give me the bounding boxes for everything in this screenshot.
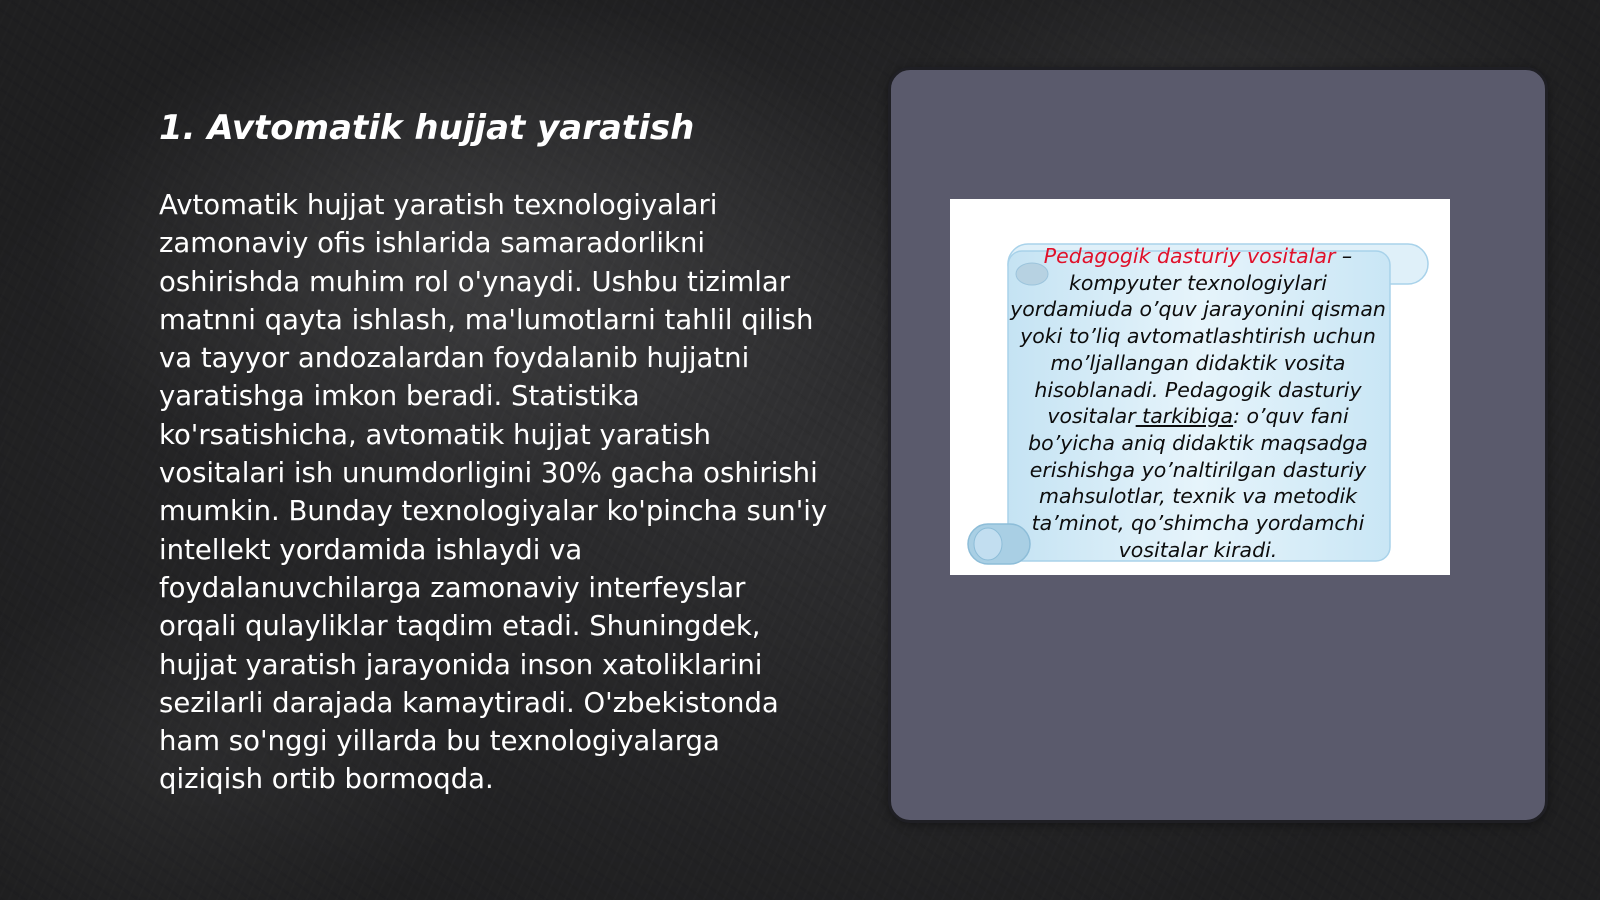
slide-heading: 1. Avtomatik hujjat yaratish bbox=[159, 108, 695, 148]
definition-image bbox=[950, 199, 1450, 575]
definition-text-part1: – kompyuter texnologiylari yordamiuda o’quv jarayonini qisman yoki to’liq avtomatlashtirish uchun mo’ljallangan didaktik vosita hisoblanadi. Pedagogik dasturiy vositalar bbox=[1010, 244, 1386, 429]
definition-term: Pedagogik dasturiy vositalar bbox=[1043, 244, 1336, 268]
scroll-definition-text bbox=[1006, 243, 1390, 563]
definition-underlined-word: tarkibiga bbox=[1135, 404, 1234, 429]
definition-text-part2: : o’quv fani bo’yicha aniq didaktik maqsadga erishishga yo’naltirilgan dasturiy mahsulotlar, texnik va metodik ta’minot, qo’shimcha yordamchi vositalar kiradi. bbox=[1028, 404, 1368, 562]
slide-body-text: Avtomatik hujjat yaratish texnologiyalari zamonaviy ofis ishlarida samaradorlikni oshirishda muhim rol o'ynaydi. Ushbu tizimlar matnni qayta ishlash, ma'lumotlarni tahlil qilish va tayyor andozalardan foydalanib hujjatni yaratishga imkon beradi. Statistika ko'rsatishicha, avtomatik hujjat yaratish vositalari ish unumdorligini 30% gacha oshirishi mumkin. Bunday texnologiyalar ko'pincha sun'iy intellekt yordamida ishlaydi va foydalanuvchilarga zamonaviy interfeyslar orqali qulayliklar taqdim etadi. Shuningdek, hujjat yaratish jarayonida inson xatoliklarini sezilarli darajada kamaytiradi. O'zbekistonda ham so'nggi yillarda bu texnologiyalarga qiziqish ortib bormoqda. bbox=[159, 189, 828, 796]
